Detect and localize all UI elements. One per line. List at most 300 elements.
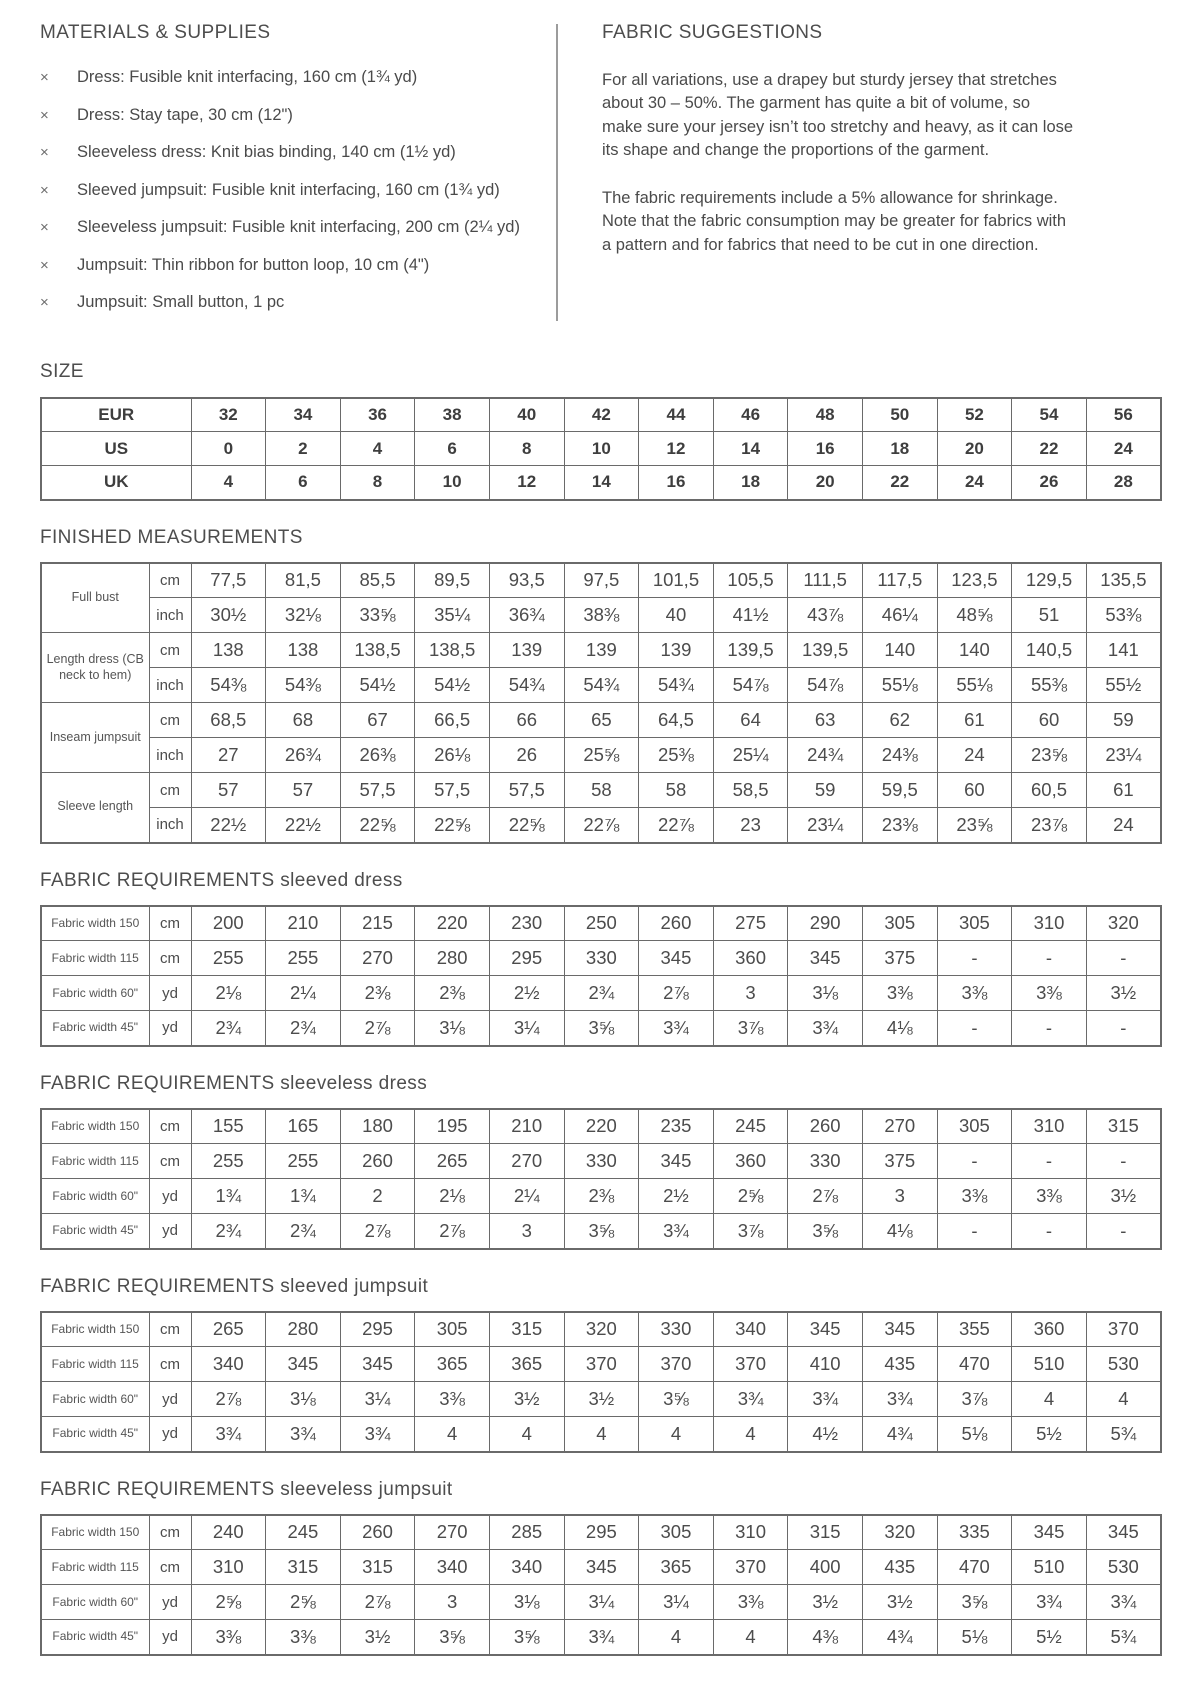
fabric-suggestions-paragraph: The fabric requirements include a 5% allowance for shrinkage. Note that the fabric consumption may be greater for fabrics with a pattern and for fabrics that need to be cut in one direction. xyxy=(602,188,1067,254)
materials-title: MATERIALS & SUPPLIES xyxy=(40,22,271,43)
measurement-cell: 117,5 xyxy=(862,563,937,598)
fabric-requirement-cell: 195 xyxy=(415,1109,490,1144)
fabric-requirement-cell: 3⅝ xyxy=(564,1214,639,1249)
size-table xyxy=(40,397,1162,501)
fabric-requirement-cell: 435 xyxy=(862,1347,937,1382)
size-cell: 22 xyxy=(1012,432,1087,466)
size-cell: 42 xyxy=(564,398,639,432)
measurement-cell: 55⅜ xyxy=(1012,668,1087,703)
measurement-cell: 54⅞ xyxy=(788,668,863,703)
measurement-cell: 36¾ xyxy=(489,598,564,633)
x-bullet-icon: × xyxy=(40,256,49,274)
top-two-column-section xyxy=(40,22,1160,331)
fabric-requirement-cell: 210 xyxy=(489,1109,564,1144)
size-row-label: US xyxy=(41,432,191,466)
fabric-width-label: Fabric width 60" xyxy=(41,1585,149,1620)
fabric-requirement-cell: 400 xyxy=(788,1550,863,1585)
fabric-requirement-cell: 3⅛ xyxy=(266,1382,341,1417)
fabric-requirement-cell: 4 xyxy=(713,1620,788,1655)
fabric-requirement-cell: 2¾ xyxy=(266,1011,341,1046)
fabric-requirement-cell: 260 xyxy=(340,1515,415,1550)
fabric-requirements-table xyxy=(40,1311,1162,1453)
measurement-row xyxy=(41,633,1161,668)
fabric-requirement-cell: 370 xyxy=(713,1550,788,1585)
fabric-width-row xyxy=(41,1109,1161,1144)
fabric-requirement-cell: 330 xyxy=(639,1312,714,1347)
fabric-suggestions-text xyxy=(602,69,1160,257)
measurement-cell: 68 xyxy=(266,703,341,738)
fabric-requirement-cell: 355 xyxy=(937,1312,1012,1347)
fabric-requirement-cell: 2⅝ xyxy=(266,1585,341,1620)
measurement-cell: 57,5 xyxy=(415,773,490,808)
materials-item-text: Sleeveless dress: Knit bias binding, 140 cm (1½ yd) xyxy=(77,143,456,161)
fabric-requirement-cell: 330 xyxy=(564,941,639,976)
fabric-width-row xyxy=(41,1382,1161,1417)
unit-label: inch xyxy=(149,738,191,773)
fabric-requirement-cell: 260 xyxy=(340,1144,415,1179)
fabric-requirement-cell: 2¾ xyxy=(266,1214,341,1249)
fabric-requirement-cell: 365 xyxy=(489,1347,564,1382)
fabric-suggestions-title: FABRIC SUGGESTIONS xyxy=(602,22,823,43)
fabric-requirement-cell: 2½ xyxy=(489,976,564,1011)
fabric-requirement-cell: 365 xyxy=(639,1550,714,1585)
fabric-requirement-cell: 3¼ xyxy=(639,1585,714,1620)
fabric-requirement-cell: 2⅛ xyxy=(191,976,266,1011)
measurement-cell: 105,5 xyxy=(713,563,788,598)
measurement-cell: 54½ xyxy=(340,668,415,703)
fabric-requirement-cell: 4 xyxy=(639,1620,714,1655)
fabric-requirement-cell: 375 xyxy=(862,941,937,976)
fabric-requirement-cell: 4 xyxy=(564,1417,639,1452)
fabric-requirement-cell: 3½ xyxy=(788,1585,863,1620)
fabric-requirement-cell: 3⅝ xyxy=(489,1620,564,1655)
fabric-requirement-cell: 2⅞ xyxy=(340,1585,415,1620)
unit-label: inch xyxy=(149,808,191,843)
fabric-requirement-cell: 530 xyxy=(1086,1550,1161,1585)
fabric-requirement-cell: 3⅞ xyxy=(713,1214,788,1249)
materials-item-text: Jumpsuit: Small button, 1 pc xyxy=(77,293,285,311)
fabric-requirement-cell: 345 xyxy=(1012,1515,1087,1550)
size-cell: 14 xyxy=(564,466,639,500)
fabric-requirement-cell: 370 xyxy=(639,1347,714,1382)
fabric-requirement-cell: 3⅜ xyxy=(1012,1179,1087,1214)
fabric-width-row xyxy=(41,1214,1161,1249)
fabric-requirement-cell: 4⅛ xyxy=(862,1214,937,1249)
measurement-cell: 22⅞ xyxy=(639,808,714,843)
size-cell: 4 xyxy=(340,432,415,466)
fabric-requirement-cell: 530 xyxy=(1086,1347,1161,1382)
fabric-requirement-cell: 345 xyxy=(788,941,863,976)
measurement-cell: 23⅝ xyxy=(937,808,1012,843)
size-cell: 28 xyxy=(1086,466,1161,500)
measurement-cell: 123,5 xyxy=(937,563,1012,598)
size-cell: 36 xyxy=(340,398,415,432)
fabric-requirement-cell: 345 xyxy=(564,1550,639,1585)
measurement-cell: 22½ xyxy=(266,808,341,843)
materials-item xyxy=(40,143,556,162)
measurement-cell: 68,5 xyxy=(191,703,266,738)
fabric-requirement-cell: 3¾ xyxy=(266,1417,341,1452)
fabric-requirement-cell: - xyxy=(937,1144,1012,1179)
measurement-cell: 24⅜ xyxy=(862,738,937,773)
unit-label: inch xyxy=(149,668,191,703)
fabric-requirement-cell: 280 xyxy=(266,1312,341,1347)
fabric-width-row xyxy=(41,1347,1161,1382)
fabric-requirement-cell: 2¾ xyxy=(191,1214,266,1249)
measurement-cell: 22⅝ xyxy=(415,808,490,843)
size-cell: 40 xyxy=(489,398,564,432)
fabric-requirement-cell: 3 xyxy=(415,1585,490,1620)
fabric-requirement-cell: 2⅞ xyxy=(415,1214,490,1249)
fabric-requirement-cell: 370 xyxy=(1086,1312,1161,1347)
size-cell: 22 xyxy=(862,466,937,500)
fabric-requirement-cell: 365 xyxy=(415,1347,490,1382)
measurement-cell: 66,5 xyxy=(415,703,490,738)
fabric-requirement-cell: 305 xyxy=(639,1515,714,1550)
measurement-cell: 59 xyxy=(788,773,863,808)
measurement-cell: 57,5 xyxy=(340,773,415,808)
measurement-cell: 64,5 xyxy=(639,703,714,738)
size-cell: 20 xyxy=(788,466,863,500)
size-cell: 0 xyxy=(191,432,266,466)
fabric-width-row xyxy=(41,1585,1161,1620)
fabric-requirement-cell: 220 xyxy=(415,906,490,941)
fabric-requirement-cell: 5½ xyxy=(1012,1417,1087,1452)
measurement-cell: 61 xyxy=(937,703,1012,738)
unit-label: yd xyxy=(149,1417,191,1452)
fabric-requirement-cell: 245 xyxy=(713,1109,788,1144)
measurement-cell: 81,5 xyxy=(266,563,341,598)
measurement-label: Full bust xyxy=(41,563,149,633)
fabric-width-label: Fabric width 150 xyxy=(41,1515,149,1550)
fabric-requirement-cell: 470 xyxy=(937,1550,1012,1585)
fabric-requirement-cell: 375 xyxy=(862,1144,937,1179)
measurement-cell: 140 xyxy=(937,633,1012,668)
measurement-cell: 55⅛ xyxy=(937,668,1012,703)
fabric-requirement-cell: 3⅜ xyxy=(266,1620,341,1655)
materials-item-text: Dress: Fusible knit interfacing, 160 cm (1¾ yd) xyxy=(77,68,418,86)
fabric-requirement-cell: 340 xyxy=(489,1550,564,1585)
fabric-requirement-cell: 435 xyxy=(862,1550,937,1585)
size-row-label: UK xyxy=(41,466,191,500)
fabric-requirement-cell: 2⅞ xyxy=(788,1179,863,1214)
fabric-requirement-cell: 255 xyxy=(266,941,341,976)
fabric-requirement-cell: 155 xyxy=(191,1109,266,1144)
measurement-cell: 65 xyxy=(564,703,639,738)
finished-measurements-table xyxy=(40,562,1162,844)
measurement-cell: 58 xyxy=(639,773,714,808)
unit-label: yd xyxy=(149,1179,191,1214)
measurement-cell: 53⅜ xyxy=(1086,598,1161,633)
size-row xyxy=(41,398,1161,432)
measurement-cell: 22⅝ xyxy=(489,808,564,843)
fabric-requirement-cell: 3½ xyxy=(564,1382,639,1417)
fabric-requirement-cell: - xyxy=(1086,1214,1161,1249)
fabric-requirement-cell: 2¼ xyxy=(266,976,341,1011)
measurement-cell: 23⅜ xyxy=(862,808,937,843)
fabric-width-label: Fabric width 45" xyxy=(41,1214,149,1249)
measurement-row xyxy=(41,703,1161,738)
fabric-requirement-cell: 3¼ xyxy=(340,1382,415,1417)
fabric-requirement-cell: 275 xyxy=(713,906,788,941)
fabric-requirement-cell: 2⅞ xyxy=(340,1214,415,1249)
size-cell: 24 xyxy=(1086,432,1161,466)
size-cell: 16 xyxy=(788,432,863,466)
fabric-requirement-cell: 4⅜ xyxy=(788,1620,863,1655)
materials-item xyxy=(40,293,556,312)
measurement-cell: 57 xyxy=(191,773,266,808)
fabric-requirement-cell: 305 xyxy=(937,906,1012,941)
fabric-requirement-cell: 345 xyxy=(862,1312,937,1347)
measurement-cell: 32⅛ xyxy=(266,598,341,633)
fabric-requirement-cell: 295 xyxy=(340,1312,415,1347)
size-cell: 10 xyxy=(564,432,639,466)
fabric-requirement-cell: 165 xyxy=(266,1109,341,1144)
fabric-requirement-cell: 310 xyxy=(1012,1109,1087,1144)
size-cell: 18 xyxy=(862,432,937,466)
measurement-cell: 33⅝ xyxy=(340,598,415,633)
measurement-cell: 85,5 xyxy=(340,563,415,598)
fabric-requirement-cell: 305 xyxy=(862,906,937,941)
fabric-requirement-cell: 265 xyxy=(415,1144,490,1179)
size-cell: 10 xyxy=(415,466,490,500)
fabric-requirement-cell: 470 xyxy=(937,1347,1012,1382)
fabric-requirement-cell: 3⅜ xyxy=(713,1585,788,1620)
fabric-requirement-cell: 3⅝ xyxy=(937,1585,1012,1620)
measurement-cell: 62 xyxy=(862,703,937,738)
fabric-requirement-cell: 1¾ xyxy=(191,1179,266,1214)
size-cell: 34 xyxy=(266,398,341,432)
measurement-cell: 23¼ xyxy=(1086,738,1161,773)
materials-item-text: Sleeved jumpsuit: Fusible knit interfacing, 160 cm (1¾ yd) xyxy=(77,180,500,199)
fabric-requirement-cell: 2⅛ xyxy=(415,1179,490,1214)
fabric-requirement-cell: 4 xyxy=(639,1417,714,1452)
unit-label: yd xyxy=(149,1382,191,1417)
x-bullet-icon: × xyxy=(40,181,49,199)
fabric-requirement-cell: 3⅞ xyxy=(937,1382,1012,1417)
fabric-requirement-cell: 360 xyxy=(1012,1312,1087,1347)
fabric-requirements-table xyxy=(40,905,1162,1047)
fabric-width-row xyxy=(41,906,1161,941)
materials-item xyxy=(40,218,556,237)
measurement-cell: 61 xyxy=(1086,773,1161,808)
fabric-requirement-cell: 345 xyxy=(340,1347,415,1382)
size-row xyxy=(41,432,1161,466)
fabric-width-label: Fabric width 60" xyxy=(41,1179,149,1214)
fabric-requirement-cell: 360 xyxy=(713,941,788,976)
fabric-requirement-cell: 2⅝ xyxy=(713,1179,788,1214)
fabric-requirement-cell: 345 xyxy=(266,1347,341,1382)
size-cell: 56 xyxy=(1086,398,1161,432)
size-cell: 8 xyxy=(340,466,415,500)
size-cell: 38 xyxy=(415,398,490,432)
fabric-requirement-cell: 5⅛ xyxy=(937,1417,1012,1452)
finished-measurements-block xyxy=(40,527,1160,844)
measurement-cell: 30½ xyxy=(191,598,266,633)
size-cell: 32 xyxy=(191,398,266,432)
fabric-requirement-cell: 2⅜ xyxy=(564,1179,639,1214)
size-cell: 54 xyxy=(1012,398,1087,432)
unit-label: yd xyxy=(149,1620,191,1655)
fabric-requirement-cell: 340 xyxy=(191,1347,266,1382)
fabric-requirement-cell: 3¾ xyxy=(639,1011,714,1046)
measurement-cell: 23 xyxy=(713,808,788,843)
fabric-requirement-cell: 5½ xyxy=(1012,1620,1087,1655)
measurement-cell: 140 xyxy=(862,633,937,668)
unit-label: cm xyxy=(149,703,191,738)
fabric-requirement-cell: 345 xyxy=(639,941,714,976)
fabric-requirement-cell: 3⅜ xyxy=(191,1620,266,1655)
fabric-requirement-cell: 360 xyxy=(713,1144,788,1179)
measurement-cell: 58,5 xyxy=(713,773,788,808)
measurement-cell: 138 xyxy=(191,633,266,668)
fabric-requirement-cell: 305 xyxy=(415,1312,490,1347)
fabric-requirement-cell: 330 xyxy=(788,1144,863,1179)
measurement-cell: 43⅞ xyxy=(788,598,863,633)
size-cell: 18 xyxy=(713,466,788,500)
fabric-requirement-cell: 3⅜ xyxy=(937,1179,1012,1214)
fabric-width-label: Fabric width 150 xyxy=(41,1312,149,1347)
fabric-requirement-cell: 3¾ xyxy=(639,1214,714,1249)
fabric-requirement-cell: 3¼ xyxy=(564,1585,639,1620)
fabric-requirement-cell: 315 xyxy=(1086,1109,1161,1144)
unit-label: cm xyxy=(149,773,191,808)
finished-measurements-title: FINISHED MEASUREMENTS xyxy=(40,526,303,548)
fabric-requirement-cell: 510 xyxy=(1012,1347,1087,1382)
measurement-cell: 23¼ xyxy=(788,808,863,843)
unit-label: yd xyxy=(149,1011,191,1046)
measurement-cell: 139 xyxy=(564,633,639,668)
measurement-cell: 51 xyxy=(1012,598,1087,633)
fabric-requirement-cell: 320 xyxy=(1086,906,1161,941)
measurement-cell: 54¾ xyxy=(639,668,714,703)
unit-label: yd xyxy=(149,1214,191,1249)
fabric-requirement-cell: 3¾ xyxy=(788,1011,863,1046)
fabric-requirement-cell: 3¾ xyxy=(1012,1585,1087,1620)
fabric-requirement-cell: 315 xyxy=(266,1550,341,1585)
measurement-cell: 138,5 xyxy=(340,633,415,668)
fabric-requirement-cell: - xyxy=(1012,1214,1087,1249)
fabric-requirement-cell: 3½ xyxy=(1086,1179,1161,1214)
fabric-requirement-cell: 2¾ xyxy=(564,976,639,1011)
size-cell: 6 xyxy=(266,466,341,500)
fabric-requirement-cell: 4 xyxy=(415,1417,490,1452)
fabric-suggestions-paragraph: For all variations, use a drapey but sturdy jersey that stretches about 30 – 50%. The garment has quite a bit of volume, so make sure your jersey isn’t too stretchy and heavy, as it can lose its shape and change the proportions of the garment. xyxy=(602,71,1074,160)
materials-item xyxy=(40,68,556,87)
measurement-cell: 64 xyxy=(713,703,788,738)
materials-item-text: Dress: Stay tape, 30 cm (12") xyxy=(77,105,293,124)
measurement-cell: 54⅞ xyxy=(713,668,788,703)
measurement-cell: 139,5 xyxy=(788,633,863,668)
fabric-requirement-cell: - xyxy=(1012,941,1087,976)
fabric-requirement-cell: 255 xyxy=(191,941,266,976)
measurement-cell: 135,5 xyxy=(1086,563,1161,598)
fabric-requirement-cell: 310 xyxy=(713,1515,788,1550)
fabric-requirement-cell: - xyxy=(1012,1011,1087,1046)
fabric-requirement-cell: 345 xyxy=(639,1144,714,1179)
measurement-cell: 55½ xyxy=(1086,668,1161,703)
fabric-requirement-cell: - xyxy=(937,941,1012,976)
fabric-requirement-cell: 510 xyxy=(1012,1550,1087,1585)
fabric-width-label: Fabric width 150 xyxy=(41,1109,149,1144)
fabric-requirement-cell: 3⅜ xyxy=(415,1382,490,1417)
materials-item xyxy=(40,106,556,125)
fabric-requirement-cell: 320 xyxy=(862,1515,937,1550)
fabric-requirement-cell: 315 xyxy=(489,1312,564,1347)
measurement-cell: 139 xyxy=(639,633,714,668)
fabric-requirement-cell: 320 xyxy=(564,1312,639,1347)
fabric-requirement-cell: 310 xyxy=(1012,906,1087,941)
fabric-requirement-cell: 3⅛ xyxy=(489,1585,564,1620)
materials-item xyxy=(40,256,556,275)
measurement-cell: 140,5 xyxy=(1012,633,1087,668)
measurement-cell: 55⅛ xyxy=(862,668,937,703)
measurement-cell: 25⅝ xyxy=(564,738,639,773)
fabric-requirement-cell: 335 xyxy=(937,1515,1012,1550)
measurement-cell: 25⅜ xyxy=(639,738,714,773)
measurement-cell: 54¾ xyxy=(489,668,564,703)
measurement-cell: 22⅝ xyxy=(340,808,415,843)
x-bullet-icon: × xyxy=(40,69,49,86)
unit-label: yd xyxy=(149,976,191,1011)
fabric-requirements-title: FABRIC REQUIREMENTS sleeved jumpsuit xyxy=(40,1275,429,1297)
size-cell: 12 xyxy=(489,466,564,500)
size-cell: 8 xyxy=(489,432,564,466)
fabric-requirement-cell: 260 xyxy=(639,906,714,941)
measurement-cell: 139,5 xyxy=(713,633,788,668)
fabric-requirement-cell: 3⅛ xyxy=(415,1011,490,1046)
size-row-label: EUR xyxy=(41,398,191,432)
fabric-requirement-cell: 2¼ xyxy=(489,1179,564,1214)
fabric-requirement-cell: 3¾ xyxy=(340,1417,415,1452)
fabric-requirement-cell: 2⅜ xyxy=(340,976,415,1011)
fabric-requirement-cell: 2 xyxy=(340,1179,415,1214)
size-cell: 50 xyxy=(862,398,937,432)
fabric-requirement-cell: 370 xyxy=(564,1347,639,1382)
fabric-requirement-cell: 2⅜ xyxy=(415,976,490,1011)
size-cell: 20 xyxy=(937,432,1012,466)
fabric-requirement-cell: 200 xyxy=(191,906,266,941)
fabric-requirement-cell: 1¾ xyxy=(266,1179,341,1214)
fabric-requirement-cell: 315 xyxy=(340,1550,415,1585)
size-cell: 44 xyxy=(639,398,714,432)
measurement-label: Sleeve length xyxy=(41,773,149,843)
fabric-requirement-cell: 3¾ xyxy=(1086,1585,1161,1620)
fabric-width-label: Fabric width 115 xyxy=(41,1144,149,1179)
measurement-cell: 77,5 xyxy=(191,563,266,598)
fabric-requirement-cell: 255 xyxy=(266,1144,341,1179)
materials-section xyxy=(40,22,556,331)
fabric-requirement-cell: 5¾ xyxy=(1086,1417,1161,1452)
measurement-row xyxy=(41,598,1161,633)
fabric-requirement-cell: 3¾ xyxy=(788,1382,863,1417)
fabric-requirements-table xyxy=(40,1514,1162,1656)
size-cell: 46 xyxy=(713,398,788,432)
fabric-requirement-cell: 3¾ xyxy=(862,1382,937,1417)
unit-label: cm xyxy=(149,1109,191,1144)
unit-label: cm xyxy=(149,1550,191,1585)
fabric-requirement-cell: 3¾ xyxy=(191,1417,266,1452)
fabric-requirement-cell: - xyxy=(1086,941,1161,976)
fabric-requirement-cell: 5¾ xyxy=(1086,1620,1161,1655)
measurement-row xyxy=(41,668,1161,703)
fabric-requirements-block xyxy=(40,1073,1160,1250)
measurement-cell: 23⅞ xyxy=(1012,808,1087,843)
measurement-cell: 59 xyxy=(1086,703,1161,738)
fabric-requirement-cell: 265 xyxy=(191,1312,266,1347)
fabric-width-label: Fabric width 45" xyxy=(41,1620,149,1655)
size-cell: 48 xyxy=(788,398,863,432)
